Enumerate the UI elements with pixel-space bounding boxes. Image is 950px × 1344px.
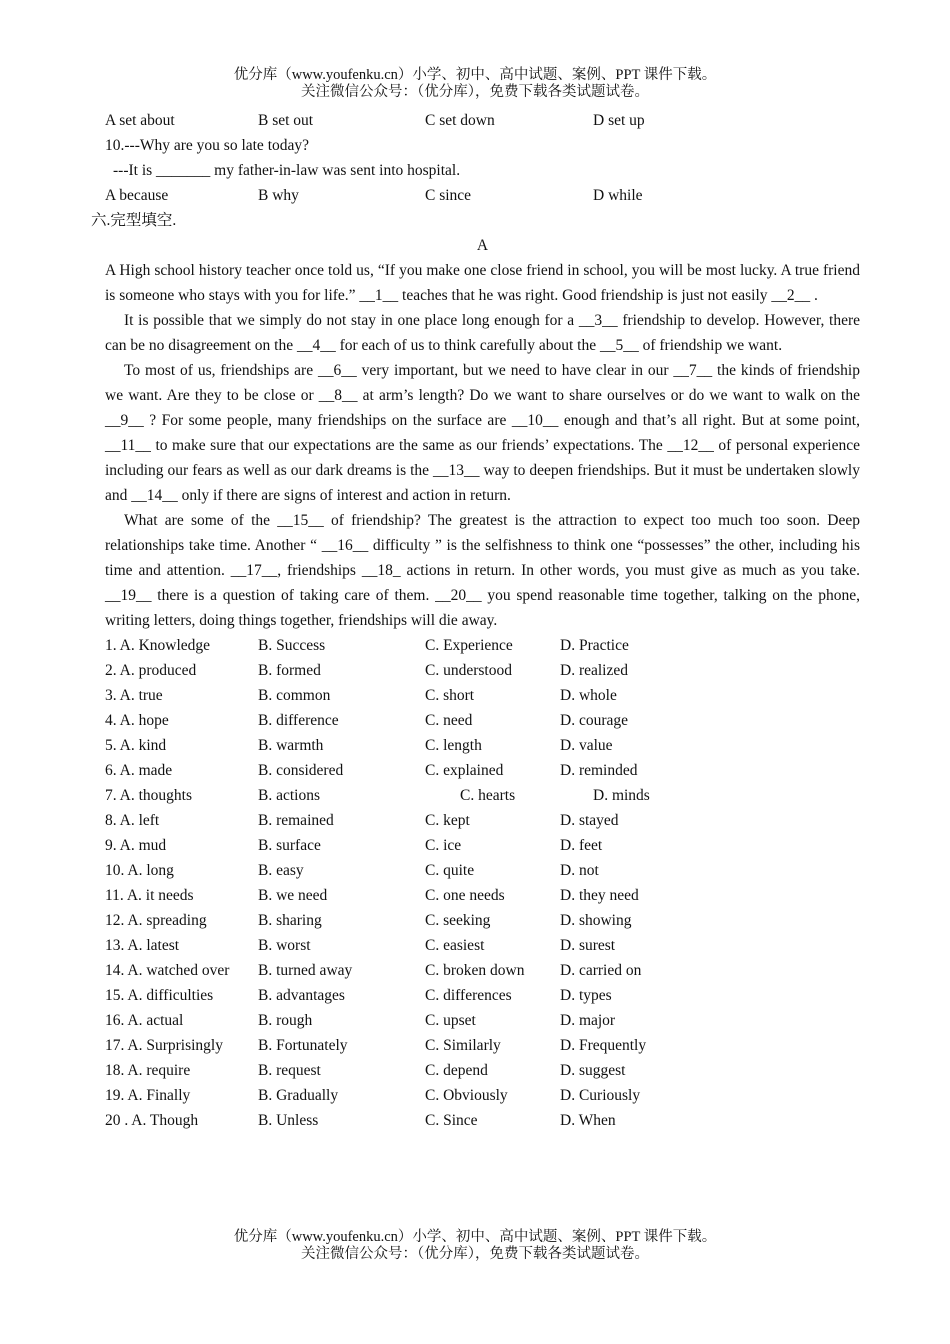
question-option-a: 10. A. long — [105, 862, 174, 879]
question-option-b: B. formed — [258, 662, 321, 679]
question-row — [105, 1108, 860, 1133]
question-row — [105, 758, 860, 783]
question-option-c: C. length — [425, 737, 482, 754]
q10-stem: 10.---Why are you so late today? — [105, 137, 310, 154]
section-title: 六.完型填空. — [91, 212, 177, 229]
question-option-a: 4. A. hope — [105, 712, 169, 729]
question-option-d: D. Frequently — [560, 1037, 647, 1054]
question-option-b: B. remained — [258, 812, 334, 829]
question-option-a: 17. A. Surprisingly — [105, 1037, 223, 1054]
document-body — [91, 108, 860, 1133]
q9-option-a: A set about — [105, 112, 175, 129]
question-option-a: 20 . A. Though — [105, 1112, 199, 1129]
question-option-d: D. showing — [560, 912, 632, 929]
question-option-d: D. they need — [560, 887, 639, 904]
question-row — [105, 1008, 860, 1033]
q10-option-d: D while — [593, 187, 643, 204]
question-option-c: C. hearts — [460, 787, 516, 804]
question-option-a: 8. A. left — [105, 812, 160, 829]
question-option-b: B. common — [258, 687, 331, 704]
footer-line-2: 关注微信公众号：（优分库），免费下载各类试题试卷。 — [301, 1246, 649, 1262]
question-option-c: C. one needs — [425, 887, 505, 904]
question-option-a: 18. A. require — [105, 1062, 191, 1079]
question-option-c: C. Experience — [425, 637, 513, 654]
question-option-d: D. reminded — [560, 762, 638, 779]
question-row — [105, 933, 860, 958]
question-option-b: B. considered — [258, 762, 344, 779]
question-option-b: B. Unless — [258, 1112, 319, 1129]
q9-option-d: D set up — [593, 112, 645, 129]
question-option-b: B. surface — [258, 837, 321, 854]
question-option-a: 14. A. watched over — [105, 962, 230, 979]
question-option-c: C. Obviously — [425, 1087, 508, 1104]
question-option-c: C. explained — [425, 762, 504, 779]
question-option-c: C. kept — [425, 812, 470, 829]
question-option-a: 9. A. mud — [105, 837, 167, 854]
question-option-b: B. turned away — [258, 962, 353, 979]
question-option-d: D. feet — [560, 837, 603, 854]
question-option-d: D. When — [560, 1112, 616, 1129]
question-row — [105, 833, 860, 858]
question-option-a: 2. A. produced — [105, 662, 197, 679]
question-option-d: D. minds — [593, 787, 650, 804]
question-option-d: D. Curiously — [560, 1087, 641, 1104]
question-option-b: B. request — [258, 1062, 321, 1079]
question-option-b: B. difference — [258, 712, 339, 729]
question-row — [105, 683, 860, 708]
question-option-c: C. understood — [425, 662, 512, 679]
q10-option-b: B why — [258, 187, 299, 204]
question-option-d: D. courage — [560, 712, 628, 729]
question-option-d: D. carried on — [560, 962, 642, 979]
passage-label: A — [476, 237, 489, 254]
question-list — [105, 633, 860, 1133]
q10-answer-line: ---It is _______ my father-in-law was sent into hospital. — [113, 162, 461, 179]
question-option-c: C. Since — [425, 1112, 478, 1129]
question-row — [105, 733, 860, 758]
question-option-d: D. types — [560, 987, 612, 1004]
question-row — [105, 633, 860, 658]
question-option-a: 7. A. thoughts — [105, 787, 192, 804]
question-row — [105, 883, 860, 908]
question-row — [105, 908, 860, 933]
question-row — [105, 983, 860, 1008]
question-option-d: D. not — [560, 862, 599, 879]
q10-option-c: C since — [425, 187, 472, 204]
question-option-a: 5. A. kind — [105, 737, 167, 754]
passage-paragraph-3: To most of us, friendships are __6__ very important, but we need to have clear in our __7__ the kinds of friendship we want. Are they to be close or __8__ at arm’s length? Do we want to share ourselves or do we want to walk on the __9__ ? For some people, many friendships on the surface are __10__ enough and that’s all right. But at some point, __11__ to make sure that our expectations are the same as our friends’ expectations. The __12__ of personal experience including our fears as well as our dark dreams is the __13__ way to deepen friendships. But it must be undertaken slowly and __14__ only if there are signs of interest and action in return. — [105, 362, 860, 504]
question-row — [105, 1033, 860, 1058]
question-option-b: B. advantages — [258, 987, 345, 1004]
question-option-b: B. Success — [258, 637, 326, 654]
question-option-a: 3. A. true — [105, 687, 163, 704]
question-option-a: 15. A. difficulties — [105, 987, 214, 1004]
header-line-1: 优分库（www.youfenku.cn）小学、初中、高中试题、案例、PPT 课件下载。 — [233, 67, 717, 83]
question-row — [105, 658, 860, 683]
question-option-a: 13. A. latest — [105, 937, 180, 954]
question-option-c: C. seeking — [425, 912, 491, 929]
passage-paragraph-4: What are some of the __15__ of friendship? The greatest is the attraction to expect too much too soon. Deep relationships take time. Another “ __16__ difficulty ” is the selfishness to think one “possesses” the other, including his time and attention. __17__, friendships __18_ actions in return. In other words, you must give as much as you take. __19__ there is a question of taking care of them. __20__ you spend reasonable time together, talking on the phone, writing letters, doing things together, friendships will die away. — [105, 512, 860, 629]
passage-paragraph-1: A High school history teacher once told us, “If you make one close friend in school, you will be most lucky. A true friend is someone who stays with you for life.” __1__ teaches that he was right. Good friendship is just not easily __2__ . — [105, 262, 860, 304]
question-option-b: B. we need — [258, 887, 328, 904]
question-option-a: 1. A. Knowledge — [105, 637, 211, 654]
question-option-a: 19. A. Finally — [105, 1087, 191, 1104]
q10-option-a: A because — [105, 187, 169, 204]
question-option-d: D. suggest — [560, 1062, 626, 1079]
question-option-c: C. easiest — [425, 937, 485, 954]
question-option-c: C. depend — [425, 1062, 488, 1079]
question-option-c: C. short — [425, 687, 475, 704]
question-option-c: C. ice — [425, 837, 462, 854]
question-option-b: B. easy — [258, 862, 304, 879]
footer-line-1: 优分库（www.youfenku.cn）小学、初中、高中试题、案例、PPT 课件下载。 — [233, 1229, 717, 1245]
question-option-d: D. whole — [560, 687, 617, 704]
question-option-d: D. major — [560, 1012, 616, 1029]
question-option-a: 12. A. spreading — [105, 912, 207, 929]
question-option-d: D. stayed — [560, 812, 619, 829]
question-option-b: B. Fortunately — [258, 1037, 348, 1054]
question-option-a: 11. A. it needs — [105, 887, 194, 904]
question-option-b: B. worst — [258, 937, 311, 954]
page-footer — [0, 1229, 950, 1263]
question-option-c: C. need — [425, 712, 473, 729]
q9-option-c: C set down — [425, 112, 495, 129]
question-option-b: B. rough — [258, 1012, 313, 1029]
q10-options-row — [105, 183, 860, 208]
passage-paragraph-2: It is possible that we simply do not stay in one place long enough for a __3__ friendship to develop. However, there can be no disagreement on the __4__ for each of us to think carefully about the __5__ of friendship we want. — [105, 312, 860, 354]
question-row — [105, 1083, 860, 1108]
question-option-d: D. Practice — [560, 637, 629, 654]
question-option-c: C. differences — [425, 987, 512, 1004]
question-row — [105, 1058, 860, 1083]
question-option-c: C. quite — [425, 862, 475, 879]
question-option-b: B. warmth — [258, 737, 324, 754]
question-row — [105, 958, 860, 983]
question-option-d: D. surest — [560, 937, 616, 954]
page-header — [0, 67, 950, 101]
question-option-b: B. Gradually — [258, 1087, 339, 1104]
question-option-b: B. sharing — [258, 912, 322, 929]
question-row — [105, 783, 860, 808]
q9-option-b: B set out — [258, 112, 314, 129]
question-row — [105, 708, 860, 733]
question-option-c: C. Similarly — [425, 1037, 501, 1054]
question-row — [105, 858, 860, 883]
header-line-2: 关注微信公众号：（优分库），免费下载各类试题试卷。 — [301, 84, 649, 100]
question-option-c: C. upset — [425, 1012, 476, 1029]
question-option-a: 6. A. made — [105, 762, 173, 779]
question-option-a: 16. A. actual — [105, 1012, 184, 1029]
question-option-b: B. actions — [258, 787, 320, 804]
question-row — [105, 808, 860, 833]
question-option-d: D. value — [560, 737, 613, 754]
question-option-c: C. broken down — [425, 962, 525, 979]
q9-options-row — [105, 108, 860, 133]
question-option-d: D. realized — [560, 662, 628, 679]
